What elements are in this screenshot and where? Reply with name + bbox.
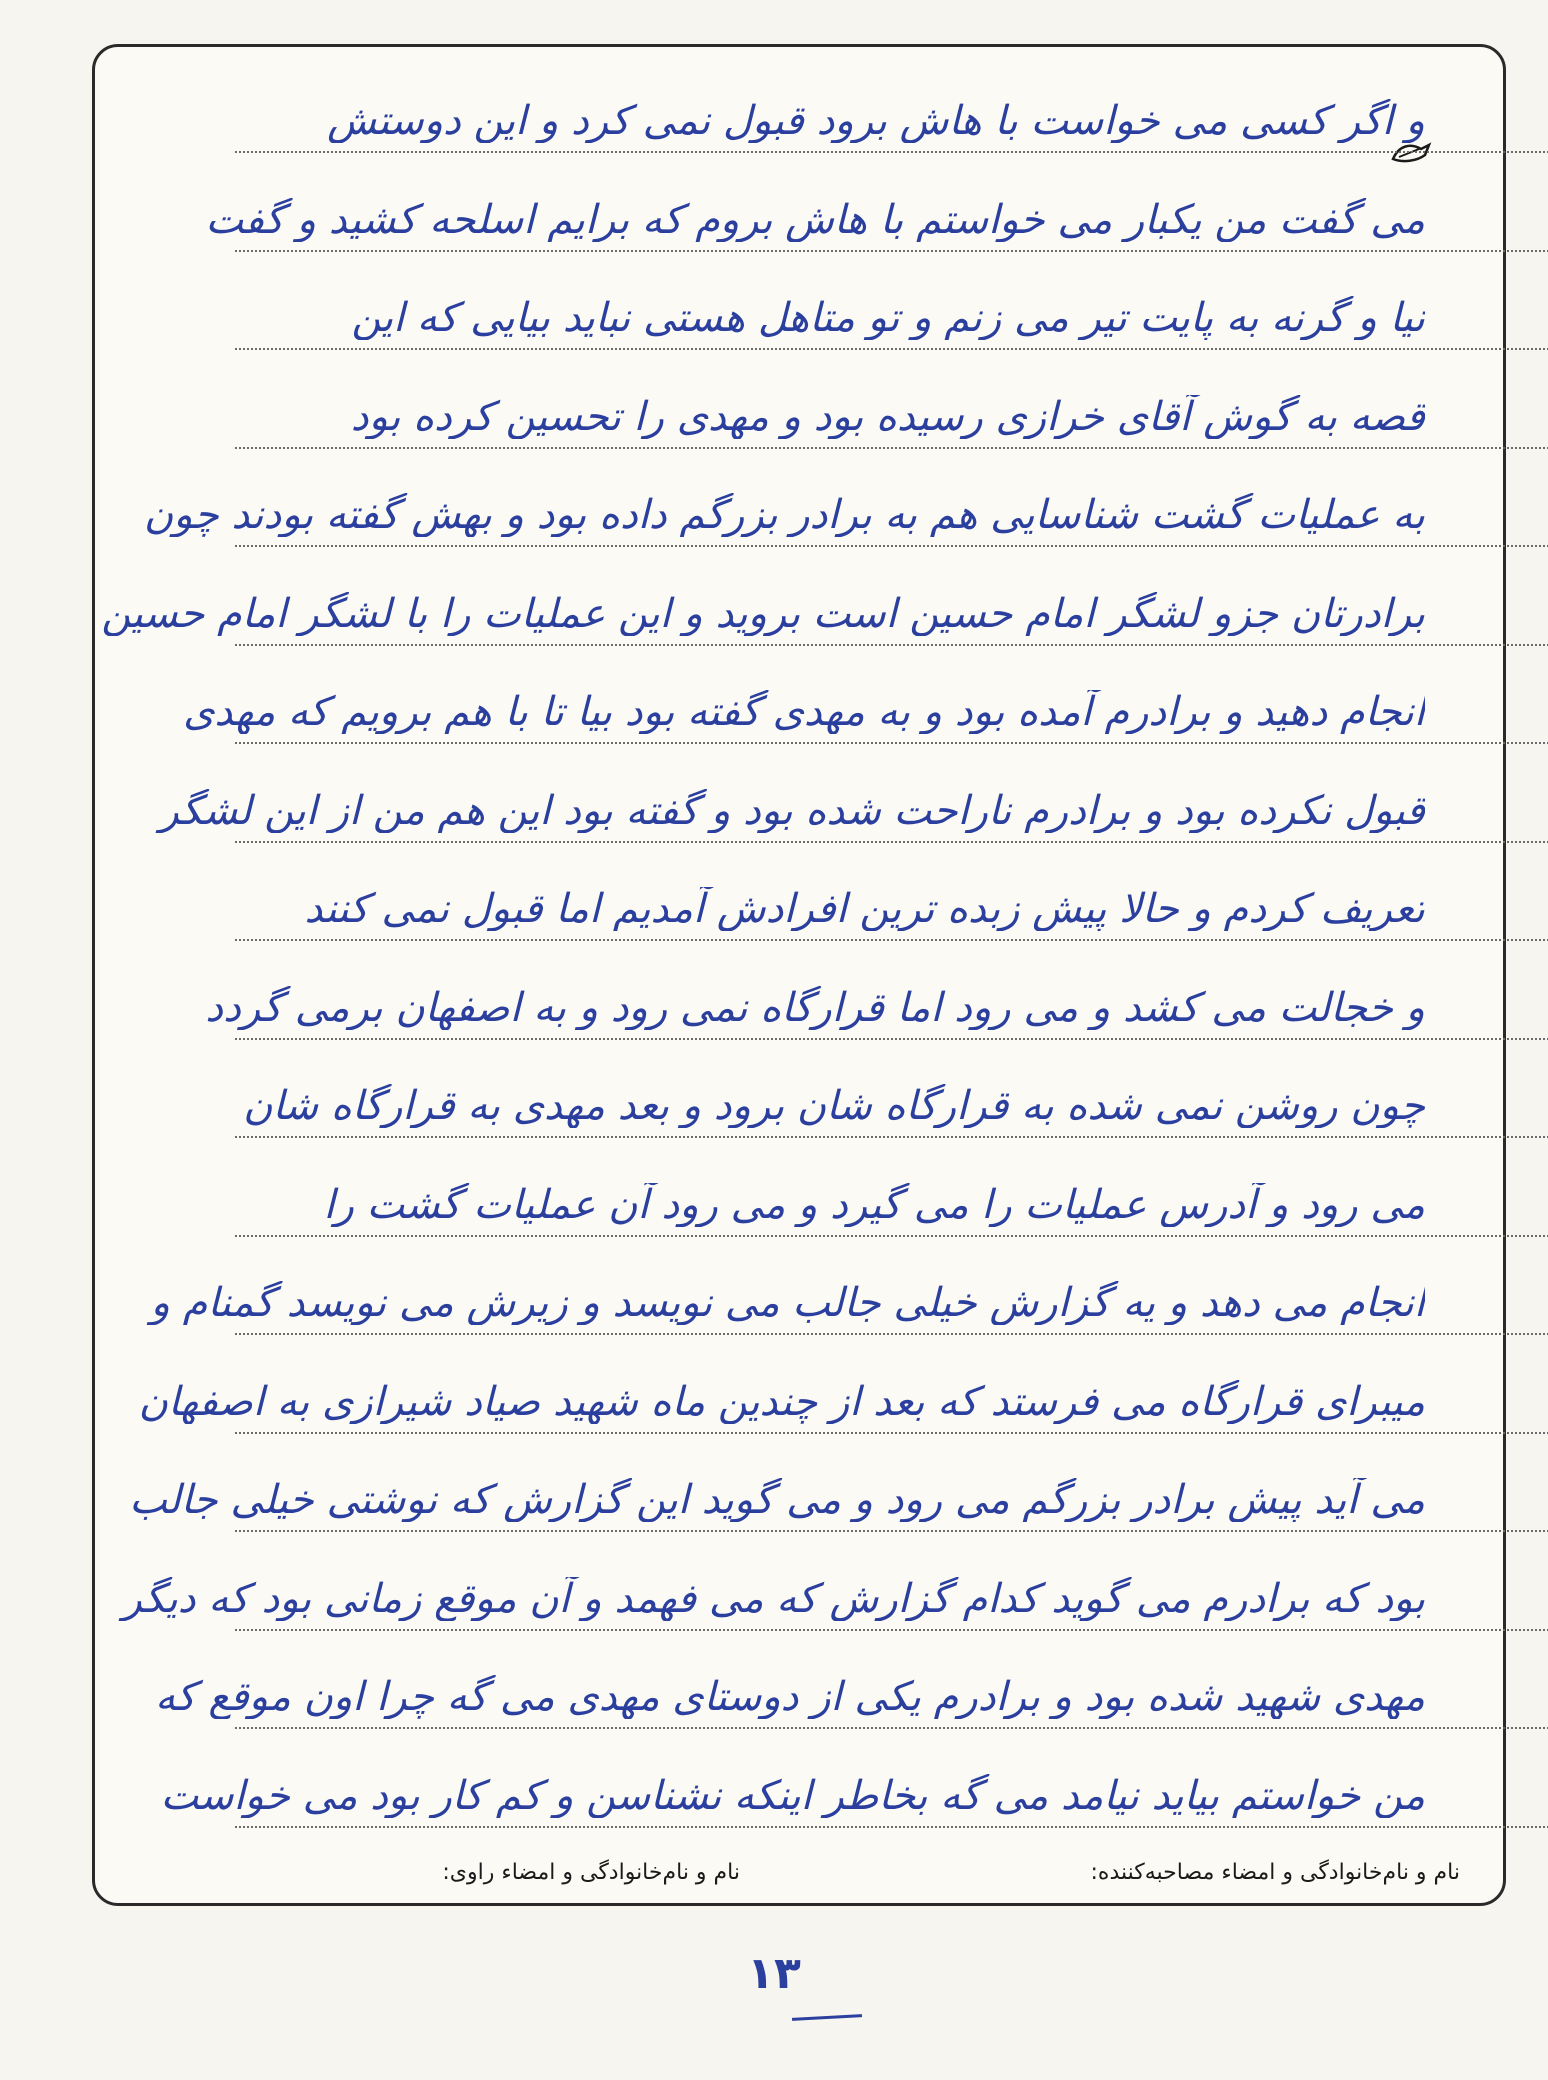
handwritten-line: قصه به گوش آقای خرازی رسیده بود و مهدی را تحسین کرده بود	[350, 394, 1425, 439]
handwritten-line: برادرتان جزو لشگر امام حسین است بروید و این عملیات را با لشگر امام حسین	[101, 591, 1425, 636]
dotted-rule	[235, 644, 1548, 646]
page-number-underline	[792, 2014, 862, 2021]
handwritten-line: میبرای قرارگاه می فرستد که بعد از چندین ماه شهید صیاد شیرازی به اصفهان	[138, 1379, 1425, 1424]
dotted-rule	[235, 1235, 1548, 1237]
dotted-rule	[235, 250, 1548, 252]
dotted-rule	[235, 1629, 1548, 1631]
handwritten-line: می آید پیش برادر بزرگم می رود و می گوید این گزارش که نوشتی خیلی جالب	[129, 1478, 1425, 1522]
dotted-rule	[235, 1530, 1548, 1532]
dotted-rule	[235, 1136, 1548, 1138]
interviewer-signature-label: نام و نام‌خانوادگی و امضاء مصاحبه‌کننده:	[1090, 1860, 1460, 1885]
handwritten-line: به عملیات گشت شناسایی هم به برادر بزرگم داده بود و بهش گفته بودند چون	[143, 493, 1425, 537]
handwritten-line: و خجالت می کشد و می رود اما قرارگاه نمی رود و به اصفهان برمی گردد	[205, 985, 1425, 1030]
page-frame	[92, 44, 1506, 1906]
dotted-rule	[235, 151, 1548, 153]
dotted-rule	[235, 939, 1548, 941]
handwritten-line: من خواستم بیاید نیامد می گه بخاطر اینکه نشناسن و کم کار بود می خواست	[160, 1773, 1425, 1818]
handwritten-line: بود که برادرم می گوید کدام گزارش که می فهمد و آن موقع زمانی بود که دیگر	[122, 1576, 1425, 1621]
handwritten-line: قبول نکرده بود و برادرم ناراحت شده بود و گفته بود این هم من از این لشگر	[159, 788, 1425, 833]
handwritten-line: چون روشن نمی شده به قرارگاه شان برود و بعد مهدی به قرارگاه شان	[243, 1084, 1425, 1128]
handwritten-line: می رود و آدرس عملیات را می گیرد و می رود آن عملیات گشت را	[323, 1182, 1425, 1227]
dotted-rule	[235, 348, 1548, 350]
dotted-rule	[235, 742, 1548, 744]
dotted-rule	[235, 1727, 1548, 1729]
dotted-rule	[235, 841, 1548, 843]
page-number: ۱۳	[747, 1948, 801, 1999]
handwritten-line: انجام دهید و برادرم آمده بود و به مهدی گفته بود بیا تا با هم برویم که مهدی	[183, 690, 1425, 734]
dotted-rule	[235, 1333, 1548, 1335]
handwritten-line: و اگر کسی می خواست با هاش برود قبول نمی کرد و این دوستش	[327, 99, 1425, 143]
dotted-rule	[235, 545, 1548, 547]
narrator-signature-label: نام و نام‌خانوادگی و امضاء راوی:	[442, 1860, 740, 1885]
handwritten-line: نیا و گرنه به پایت تیر می زنم و تو متاهل هستی نباید بیایی که این	[351, 296, 1425, 340]
handwritten-line: انجام می دهد و یه گزارش خیلی جالب می نویسد و زیرش می نویسد گمنام و	[150, 1281, 1425, 1325]
signature-footer	[150, 1860, 1460, 1900]
handwritten-line: می گفت من یکبار می خواستم با هاش بروم که برایم اسلحه کشید و گفت	[205, 197, 1425, 242]
dotted-rule	[235, 447, 1548, 449]
dotted-rule	[235, 1038, 1548, 1040]
dotted-rule	[235, 1826, 1548, 1828]
handwritten-line: تعریف کردم و حالا پیش زبده ترین افرادش آمدیم اما قبول نمی کنند	[304, 887, 1425, 931]
handwritten-line: مهدی شهید شده بود و برادرم یکی از دوستای مهدی می گه چرا اون موقع که	[155, 1675, 1425, 1719]
dotted-rule	[235, 1432, 1548, 1434]
